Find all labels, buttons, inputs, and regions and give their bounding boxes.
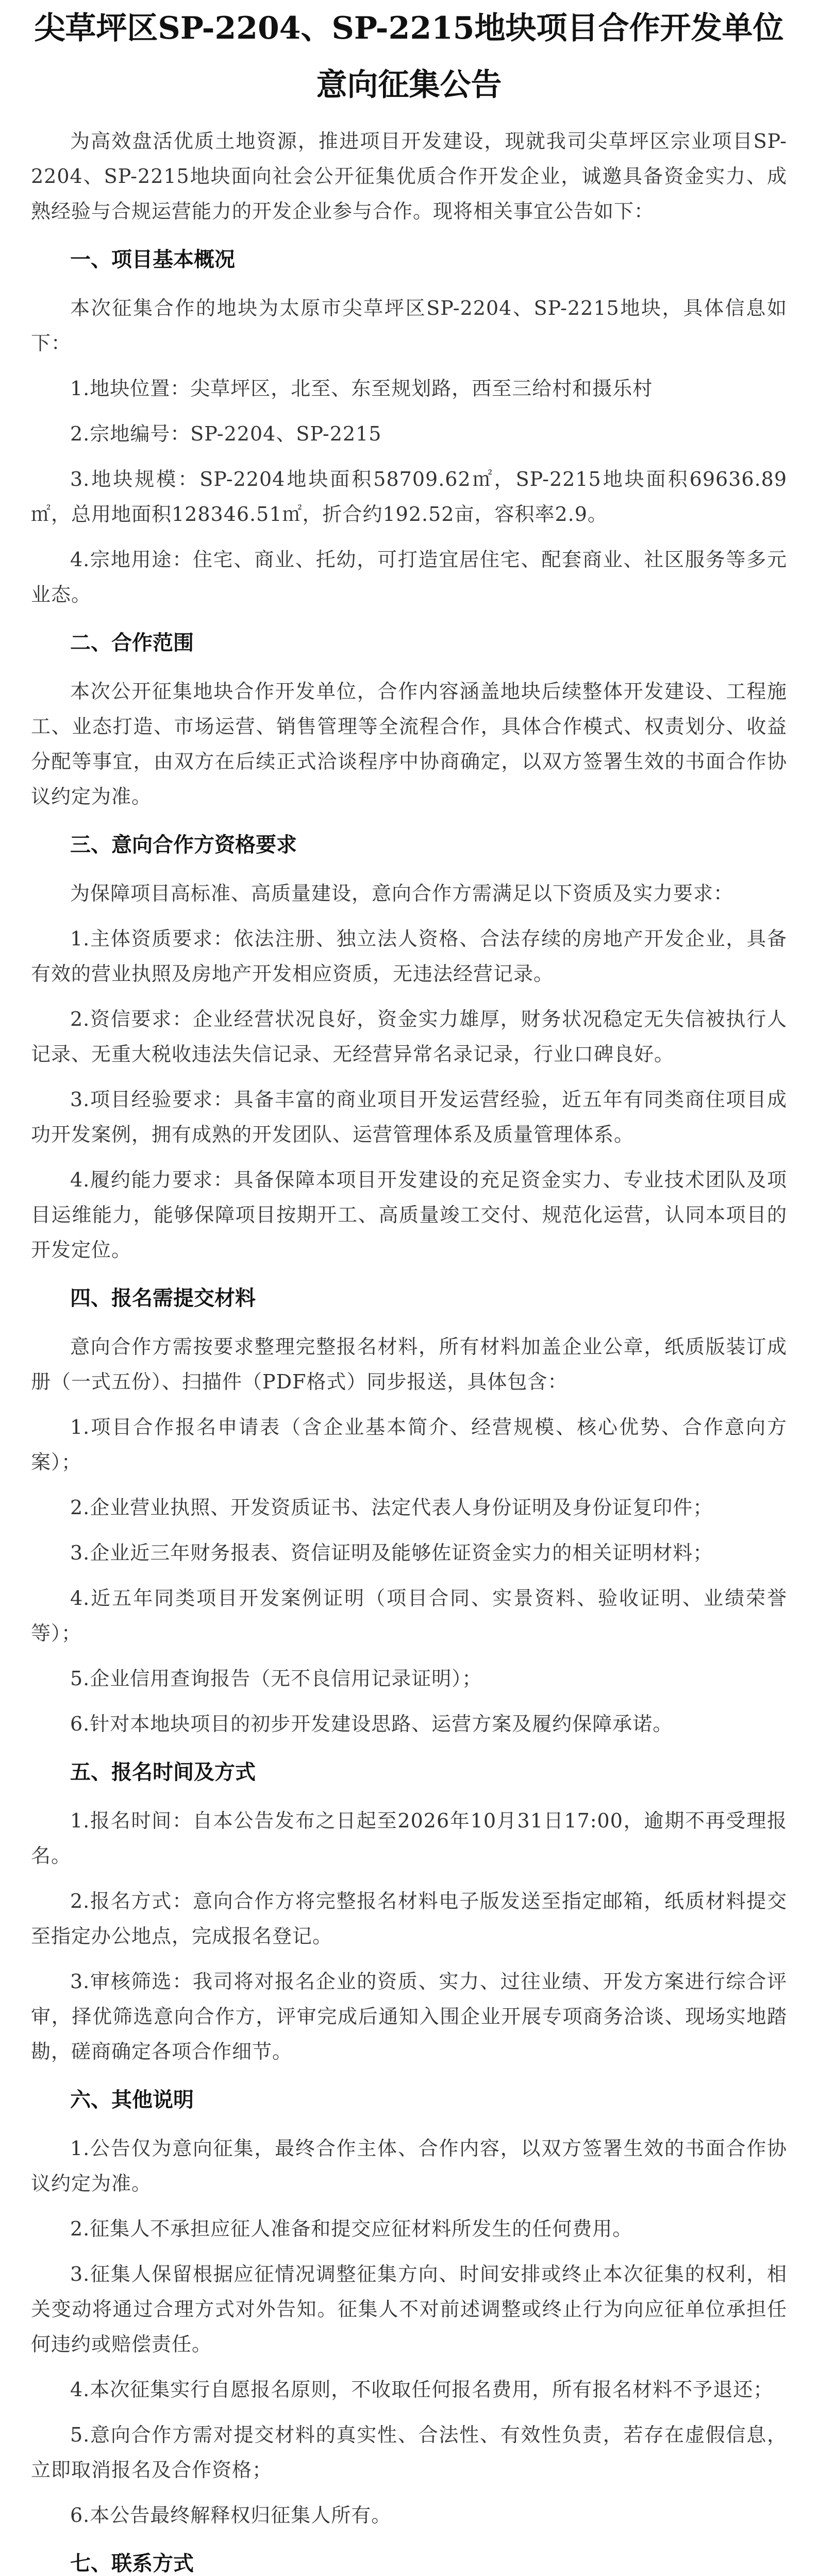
section-paragraph: 3.企业近三年财务报表、资信证明及能够佐证资金实力的相关证明材料； [70,1541,713,1564]
section-paragraph: 1.报名时间：自本公告发布之日起至2026年10月31日17:00，逾期不再受理报名。 [31,1809,787,1867]
intro-paragraph: 为高效盘活优质土地资源，推进项目开发建设，现就我司尖草坪区宗业项目SP-2204、SP-2215地块面向社会公开征集优质合作开发企业，诚邀具备资金实力、成熟经验与合规运营能力的开发企业参与合作。现将相关事宜公告如下： [31,130,787,223]
section-paragraph: 6.针对本地块项目的初步开发建设思路、运营方案及履约保障承诺。 [70,1713,673,1735]
section-paragraph: 3.地块规模：SP-2204地块面积58709.62㎡，SP-2215地块面积69636.89㎡，总用地面积128346.51㎡，折合约192.52亩，容积率2.9。 [31,468,787,526]
section-heading: 五、报名时间及方式 [70,1760,256,1784]
section-paragraph: 1.项目合作报名申请表（含企业基本简介、经营规模、核心优势、合作意向方案）； [31,1416,787,1473]
section-paragraph: 5.企业信用查询报告（无不良信用记录证明）； [70,1667,482,1690]
section-paragraph: 4.本次征集实行自愿报名原则，不收取任何报名费用，所有报名材料不予退还； [70,2378,774,2401]
section-heading: 三、意向合作方资格要求 [70,833,297,857]
section-paragraph: 3.项目经验要求：具备丰富的商业项目开发运营经验，近五年有同类商住项目成功开发案例，拥有成熟的开发团队、运营管理体系及质量管理体系。 [31,1088,787,1146]
page-title: 尖草坪区SP-2204、SP-2215地块项目合作开发单位意向征集公告 [34,10,784,103]
section-paragraph: 意向合作方需按要求整理完整报名材料，所有材料加盖企业公章，纸质版装订成册（一式五份）、扫描件（PDF格式）同步报送，具体包含： [31,1335,787,1393]
section-paragraph: 2.征集人不承担应征人准备和提交应征材料所发生的任何费用。 [70,2217,633,2240]
section-paragraph: 2.报名方式：意向合作方将完整报名材料电子版发送至指定邮箱，纸质材料提交至指定办公地点，完成报名登记。 [31,1890,787,1947]
section-heading: 一、项目基本概况 [70,248,235,272]
section-heading: 六、其他说明 [70,2088,194,2112]
section-paragraph: 2.企业营业执照、开发资质证书、法定代表人身份证明及身份证复印件； [70,1496,713,1519]
section-paragraph: 3.征集人保留根据应征情况调整征集方向、时间安排或终止本次征集的权利，相关变动将通过合理方式对外告知。征集人不对前述调整或终止行为向应征单位承担任何违约或赔偿责任。 [31,2263,787,2355]
section-paragraph: 本次公开征集地块合作开发单位，合作内容涵盖地块后续整体开发建设、工程施工、业态打造、市场运营、销售管理等全流程合作，具体合作模式、权责划分、收益分配等事宜，由双方在后续正式洽谈程序中协商确定，以双方签署生效的书面合作协议约定为准。 [31,680,787,808]
section-heading: 七、联系方式 [70,2552,194,2575]
section-paragraph: 2.资信要求：企业经营状况良好，资金实力雄厚，财务状况稳定无失信被执行人记录、无重大税收违法失信记录、无经营异常名录记录，行业口碑良好。 [31,1008,787,1065]
section-paragraph: 为保障项目高标准、高质量建设，意向合作方需满足以下资质及实力要求： [70,882,734,905]
section-paragraph: 5.意向合作方需对提交材料的真实性、合法性、有效性负责，若存在虚假信息，立即取消报名及合作资格； [31,2424,787,2481]
section-paragraph: 6.本公告最终解释权归征集人所有。 [70,2504,392,2527]
section-paragraph: 1.公告仅为意向征集，最终合作主体、合作内容，以双方签署生效的书面合作协议约定为准。 [31,2137,787,2195]
section-paragraph: 4.近五年同类项目开发案例证明（项目合同、实景资料、验收证明、业绩荣誉等）； [31,1587,787,1645]
section-paragraph: 1.地块位置：尖草坪区，北至、东至规划路，西至三给村和摄乐村 [70,377,653,400]
section-paragraph: 2.宗地编号：SP-2204、SP-2215 [70,422,382,445]
section-heading: 四、报名需提交材料 [70,1286,256,1310]
section-paragraph: 1.主体资质要求：依法注册、独立法人资格、合法存续的房地产开发企业，具备有效的营业执照及房地产开发相应资质，无违法经营记录。 [31,927,787,985]
section-paragraph: 本次征集合作的地块为太原市尖草坪区SP-2204、SP-2215地块，具体信息如下： [31,297,787,354]
notice-body [31,124,787,2576]
section-paragraph: 4.履约能力要求：具备保障本项目开发建设的充足资金实力、专业技术团队及项目运维能力，能够保障项目按期开工、高质量竣工交付、规范化运营，认同本项目的开发定位。 [31,1168,787,1261]
section-paragraph: 3.审核筛选：我司将对报名企业的资质、实力、过往业绩、开发方案进行综合评审，择优筛选意向合作方，评审完成后通知入围企业开展专项商务洽谈、现场实地踏勘，磋商确定各项合作细节。 [31,1970,787,2063]
section-heading: 二、合作范围 [70,631,194,655]
section-paragraph: 4.宗地用途：住宅、商业、托幼，可打造宜居住宅、配套商业、社区服务等多元业态。 [31,548,787,606]
